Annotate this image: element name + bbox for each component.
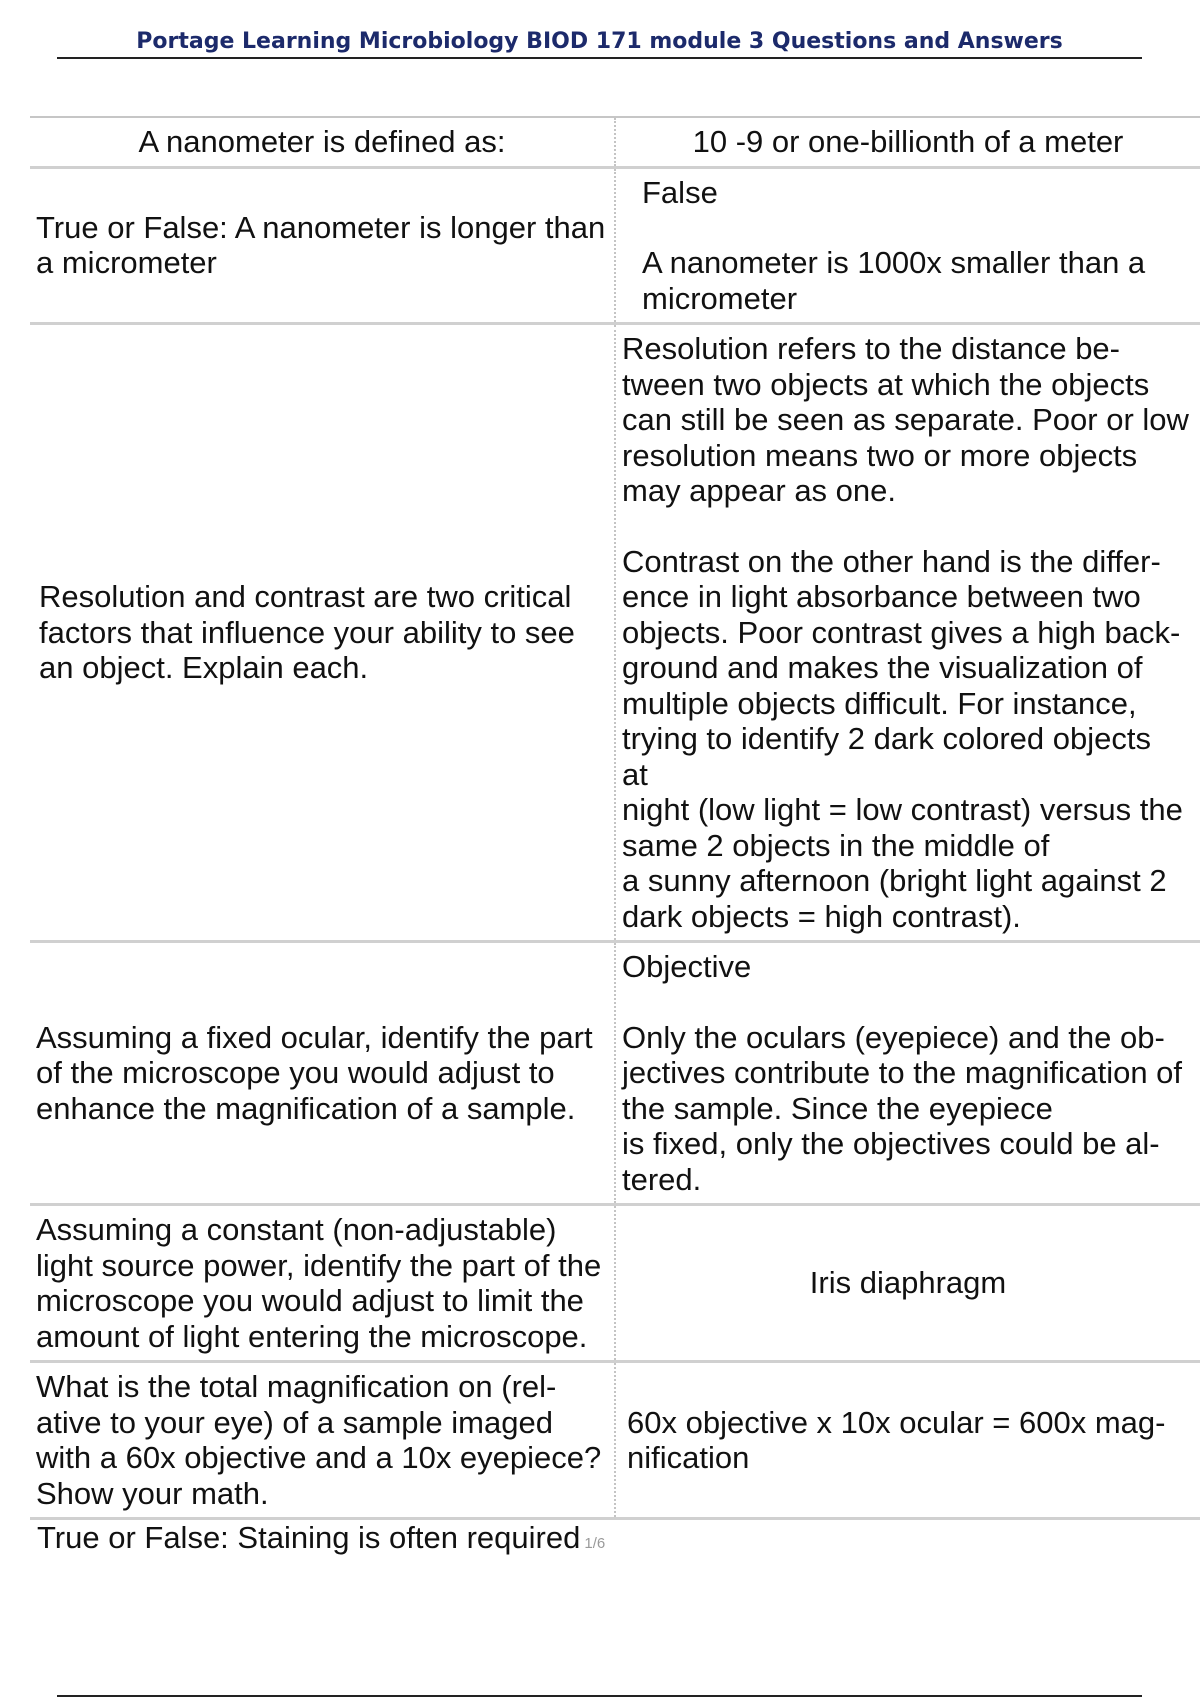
answer-line: ence in light absorbance between two	[622, 579, 1141, 614]
question-line: amount of light entering the microscope.	[36, 1318, 588, 1354]
question-line: a micrometer	[36, 245, 217, 281]
answer-cell	[615, 942, 1200, 1205]
qa-row	[30, 1205, 1200, 1362]
answer-cell	[615, 117, 1200, 167]
page-header-title: Portage Learning Microbiology BIOD 171 module 3 Questions and Answers	[57, 27, 1142, 59]
question-line: light source power, identify the part of the	[36, 1247, 602, 1283]
answer-line: tween two objects at which the objects	[622, 366, 1150, 402]
answer-cell	[615, 1362, 1200, 1519]
answer-line: Only the oculars (eyepiece) and the ob-	[622, 1019, 1165, 1055]
qa-row	[30, 167, 1200, 324]
answer-cell	[615, 1205, 1200, 1362]
question-line: Assuming a constant (non-adjustable)	[36, 1212, 557, 1247]
question-cell	[30, 942, 615, 1205]
question-line: What is the total magnification on (rel-	[36, 1369, 557, 1404]
answer-line: night (low light = low contrast) versus the	[622, 792, 1183, 827]
answer-line: Iris diaphragm	[809, 1265, 1007, 1301]
question-line: True or False: A nanometer is longer than	[36, 209, 606, 245]
question-line: Resolution and contrast are two critical	[39, 579, 572, 615]
answer-cell	[615, 324, 1200, 942]
answer-line: tered.	[622, 1161, 702, 1197]
question-line: Show your math.	[36, 1475, 269, 1511]
question-cell	[30, 1362, 615, 1519]
qa-row	[30, 324, 1200, 942]
answer-line: 60x objective x 10x ocular = 600x mag-	[627, 1404, 1166, 1440]
footer-rule	[57, 1695, 1142, 1697]
answer-line: Resolution refers to the distance be-	[622, 331, 1120, 366]
answer-line: same 2 objects in the middle of	[622, 827, 1050, 863]
answer-line: at	[622, 756, 648, 792]
answer-line: dark objects = high contrast).	[622, 898, 1021, 934]
question-line: factors that influence your ability to see	[39, 614, 575, 650]
answer-cell	[615, 167, 1200, 324]
answer-line: micrometer	[642, 280, 798, 316]
question-line: microscope you would adjust to limit the	[36, 1283, 584, 1318]
question-cell	[30, 1205, 615, 1362]
question-line: an object. Explain each.	[39, 650, 369, 686]
answer-line: trying to identify 2 dark colored objects	[622, 721, 1151, 756]
qa-row	[30, 117, 1200, 167]
answer-line: can still be seen as separate. Poor or low	[622, 402, 1189, 437]
question-cell	[30, 324, 615, 942]
answer-line: jectives contribute to the magnification of	[622, 1055, 1183, 1090]
question-line: of the microscope you would adjust to	[36, 1055, 555, 1091]
answer-line: nification	[627, 1440, 750, 1475]
question-cell	[30, 167, 615, 324]
answer-line: Contrast on the other hand is the differ-	[622, 543, 1161, 579]
question-line: Assuming a fixed ocular, identify the part	[36, 1019, 593, 1055]
answer-line: objects. Poor contrast gives a high back-	[622, 614, 1181, 650]
answer-line: resolution means two or more objects	[622, 437, 1138, 473]
answer-line: 10 -9 or one-billionth of a meter	[692, 124, 1124, 159]
question-line: A nanometer is defined as:	[138, 124, 506, 159]
answer-line: the sample. Since the eyepiece	[622, 1090, 1053, 1126]
question-line: ative to your eye) of a sample imaged	[36, 1404, 553, 1440]
question-cell	[30, 117, 615, 167]
trailing-question	[37, 1518, 605, 1564]
answer-line: ground and makes the visualization of	[622, 650, 1143, 685]
answer-line: multiple objects difficult. For instance,	[622, 685, 1137, 721]
page-indicator: 1/6	[584, 1535, 606, 1552]
qa-table	[30, 116, 1200, 1520]
question-line: enhance the magnification of a sample.	[36, 1090, 576, 1126]
answer-line: is fixed, only the objectives could be al-	[622, 1126, 1160, 1161]
answer-line: a sunny afternoon (bright light against 2	[622, 863, 1167, 898]
qa-row	[30, 1362, 1200, 1519]
trailing-question-text: True or False: Staining is often required	[37, 1520, 581, 1555]
answer-line: A nanometer is 1000x smaller than a	[642, 245, 1146, 280]
answer-line: Objective	[622, 949, 752, 984]
question-line: with a 60x objective and a 10x eyepiece?	[36, 1440, 602, 1475]
answer-line: may appear as one.	[622, 473, 897, 508]
answer-line: False	[642, 174, 718, 210]
qa-row	[30, 942, 1200, 1205]
